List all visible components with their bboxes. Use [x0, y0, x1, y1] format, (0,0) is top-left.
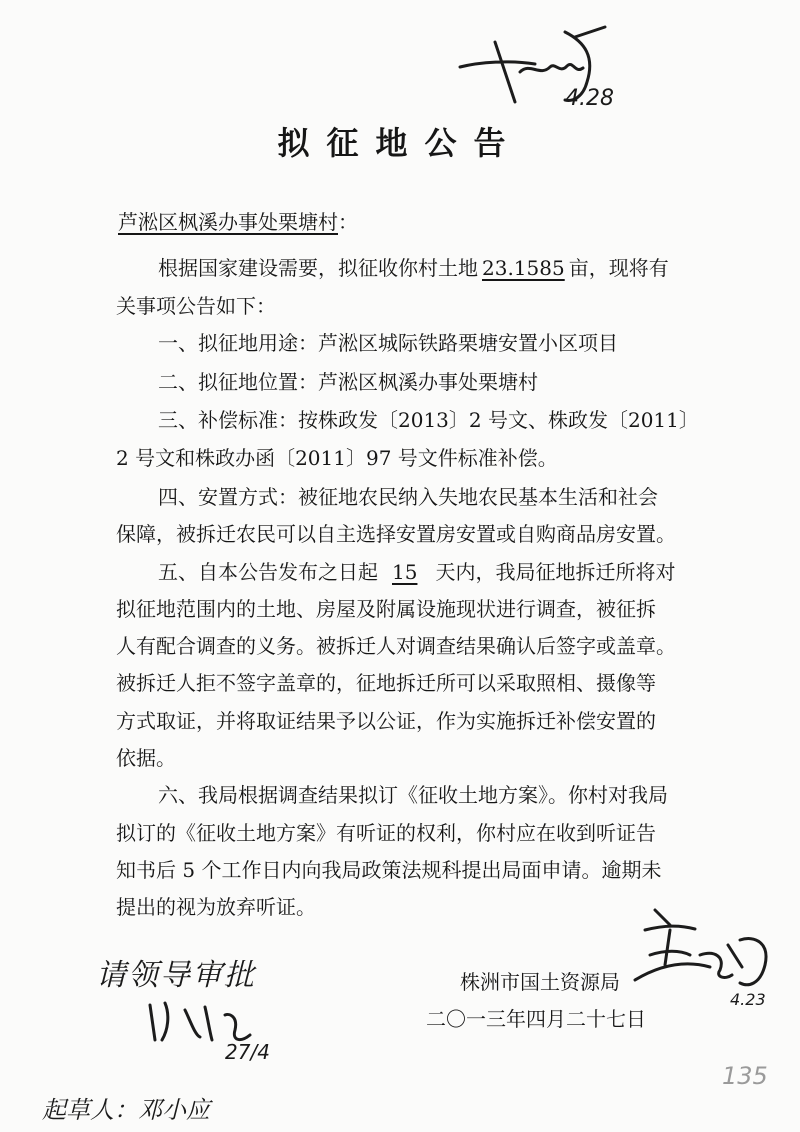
- intro-after-area: 亩，现将有: [568, 256, 669, 280]
- item3-standard-line2: 2 号文和株政办函〔2011〕97 号文件标准补偿。: [116, 446, 558, 470]
- item6-line1: 六、我局根据调查结果拟订《征收土地方案》。你村对我局: [158, 783, 668, 807]
- item5-line3: 人有配合调查的义务。被拆迁人对调查结果确认后签字或盖章。: [116, 634, 676, 658]
- item2-location: 二、拟征地位置：芦淞区枫溪办事处栗塘村: [158, 370, 538, 394]
- top-approval-date: 4.28: [565, 86, 614, 111]
- item5-before-days: 五、自本公告发布之日起: [158, 560, 378, 584]
- addressee-line: [118, 206, 358, 235]
- item1-purpose: 一、拟征地用途：芦淞区城际铁路栗塘安置小区项目: [158, 331, 618, 355]
- right-approval-signature: [630, 895, 790, 1005]
- item3-standard-line1: 三、补偿标准：按株政发〔2013〕2 号文、株政发〔2011〕: [158, 408, 699, 432]
- intro-line: [158, 252, 669, 281]
- item5-line4: 被拆迁人拒不签字盖章的，征地拆迁所可以采取照相、摄像等: [116, 671, 656, 695]
- addressee-colon: ：: [338, 210, 358, 234]
- item5-line1: [158, 556, 675, 585]
- left-handwritten-date: 27/4: [225, 1040, 270, 1064]
- intro-before-area: 根据国家建设需要，拟征收你村土地: [158, 256, 478, 280]
- item6-line4: 提出的视为放弃听证。: [116, 895, 316, 919]
- page-number: 135: [722, 1062, 768, 1090]
- item4-placement-line2: 保障，被拆迁农民可以自主选择安置房安置或自购商品房安置。: [116, 522, 676, 546]
- issuer-name: 株洲市国土资源局: [460, 970, 620, 994]
- item5-line5: 方式取证，并将取证结果予以公证，作为实施拆迁补偿安置的: [116, 709, 656, 733]
- left-handwritten-note: 请领导审批: [96, 958, 256, 993]
- intro-cont: 关事项公告如下：: [116, 294, 276, 318]
- top-approval-signature: [455, 22, 645, 117]
- item5-line6: 依据。: [116, 746, 176, 770]
- item4-placement-line1: 四、安置方式：被征地农民纳入失地农民基本生活和社会: [158, 485, 658, 509]
- item6-line3: 知书后 5 个工作日内向我局政策法规科提出局面申请。逾期未: [116, 858, 662, 882]
- item5-after-days: 天内，我局征地拆迁所将对: [435, 560, 676, 584]
- land-area: 23.1585: [482, 256, 565, 280]
- item5-line2: 拟征地范围内的土地、房屋及附属设施现状进行调查，被征拆: [116, 597, 656, 621]
- document-title: 拟征地公告: [277, 124, 523, 162]
- issue-date: 二〇一三年四月二十七日: [426, 1007, 646, 1031]
- item6-line2: 拟订的《征收土地方案》有听证的权利，你村应在收到听证告: [116, 821, 656, 845]
- survey-days: 15: [392, 560, 418, 584]
- right-approval-date: 4.23: [730, 990, 766, 1009]
- drafter-note: 起草人：邓小应: [42, 1096, 210, 1124]
- addressee: 芦淞区枫溪办事处栗塘村: [118, 210, 338, 234]
